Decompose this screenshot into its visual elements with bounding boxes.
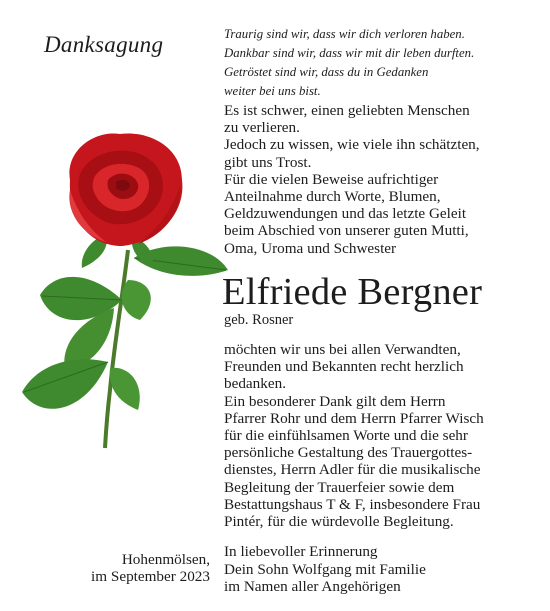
thanks-line: persönliche Gestaltung des Trauergottes- (224, 444, 473, 462)
poem-line: Getröstet sind wir, dass du in Gedanken (224, 65, 429, 79)
place-date (88, 551, 210, 585)
signoff (224, 543, 524, 596)
thanks-line: Begleitung der Trauerfeier sowie dem (224, 478, 455, 496)
rose-stem (105, 250, 128, 448)
place-line: Hohenmölsen, (121, 551, 210, 568)
intro-line: Es ist schwer, einen geliebten Menschen (224, 102, 470, 119)
thanks-line: dienstes, Herrn Adler für die musikalische (224, 461, 481, 479)
intro-line: Jedoch zu wissen, wie viele ihn schätzten, (224, 136, 480, 154)
thanks-line: Pfarrer Rohr und dem Herrn Pfarrer Wisch (224, 409, 484, 427)
intro-text (224, 102, 534, 257)
thanks-line: für die einfühlsamen Worte und die sehr (224, 427, 468, 445)
signoff-line: Dein Sohn Wolfgang mit Familie (224, 560, 426, 578)
date-line: im September 2023 (91, 568, 210, 586)
maiden-name: geb. Rosner (224, 312, 294, 328)
heading-danksagung: Danksagung (44, 32, 164, 57)
signoff-line: im Namen aller Angehörigen (224, 578, 401, 596)
leaf-shape (110, 368, 140, 410)
thanks-line: Ein besonderer Dank gilt dem Herrn (224, 392, 446, 410)
intro-line: beim Abschied von unserer guten Mutti, (224, 222, 469, 240)
thanks-line: Freunden und Bekannten recht herzlich (224, 358, 464, 376)
poem-line: Traurig sind wir, dass wir dich verloren haben. (224, 27, 465, 41)
poem (224, 25, 474, 101)
leaf-shape (122, 280, 151, 320)
intro-line: Anteilnahme durch Worte, Blumen, (224, 188, 441, 206)
signoff-line: In liebevoller Erinnerung (224, 543, 378, 560)
thanks-line: Bestattungshaus T & F, insbesondere Frau (224, 495, 481, 513)
thanks-line: möchten wir uns bei allen Verwandten, (224, 341, 461, 358)
intro-line: Oma, Uroma und Schwester (224, 239, 397, 257)
intro-line: Für die vielen Beweise aufrichtiger (224, 170, 439, 188)
thanks-line: Pintér, für die würdevolle Begleitung. (224, 513, 454, 531)
deceased-name: Elfriede Bergner (222, 271, 483, 313)
red-rose-icon (10, 130, 235, 450)
intro-line: zu verlieren. (224, 119, 300, 137)
thanks-text (224, 341, 539, 530)
intro-line: Geldzuwendungen und das letzte Geleit (224, 205, 467, 223)
poem-line: weiter bei uns bist. (224, 84, 321, 98)
intro-line: gibt uns Trost. (224, 153, 312, 171)
poem-line: Dankbar sind wir, dass wir mit dir leben durften. (224, 46, 475, 60)
thanks-line: bedanken. (224, 375, 286, 393)
